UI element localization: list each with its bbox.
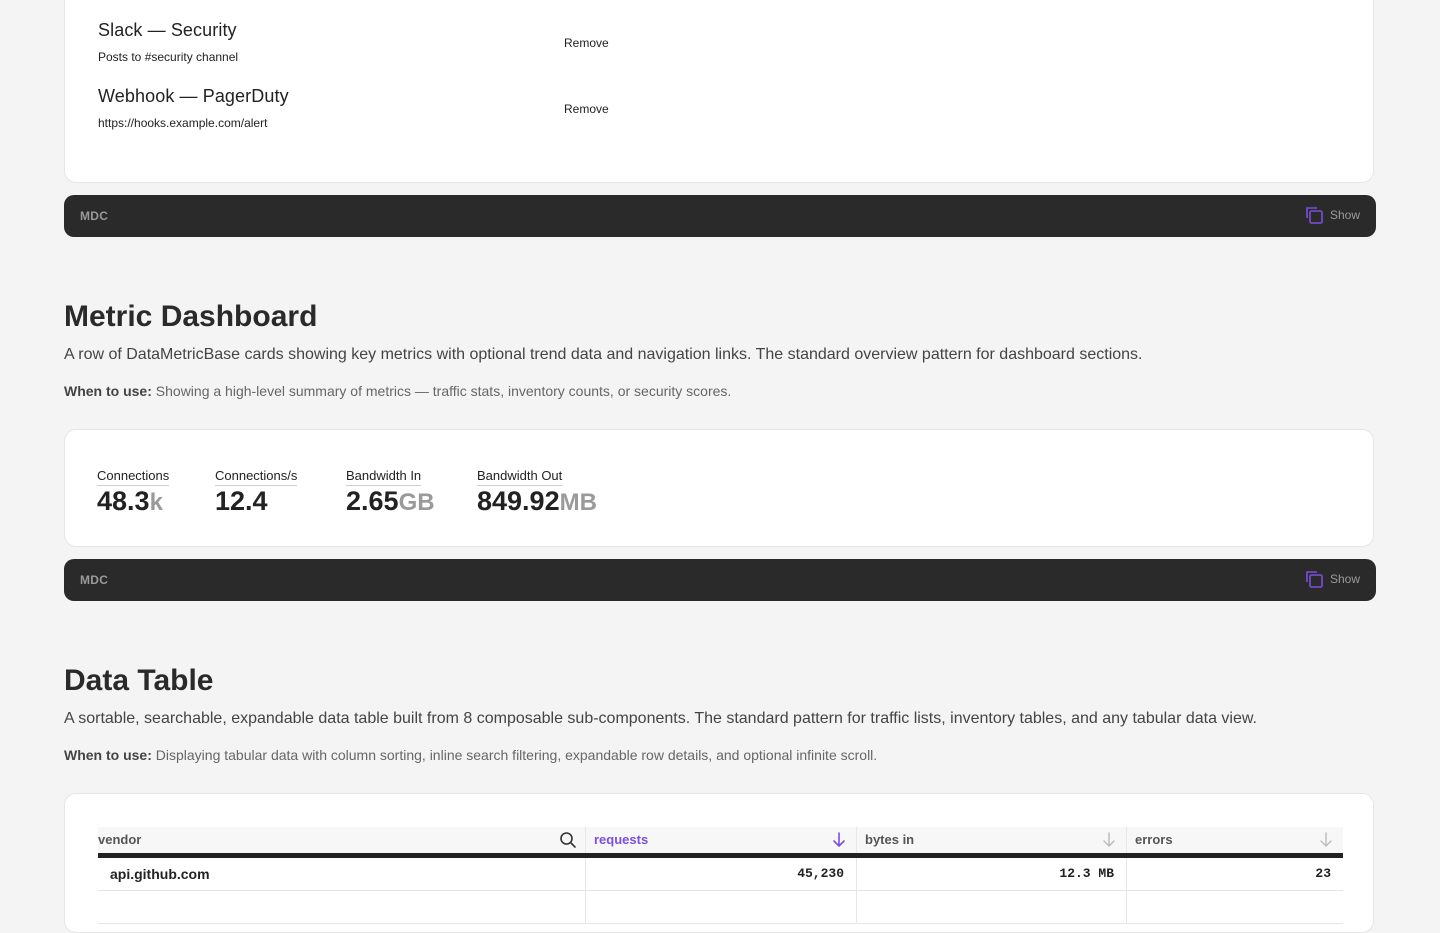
metric-unit: MB — [559, 489, 597, 516]
metric-label: Bandwidth Out — [477, 468, 562, 486]
mdc-code-bar — [64, 559, 1376, 601]
show-code-button[interactable] — [1304, 569, 1360, 589]
show-label: Show — [1329, 572, 1360, 586]
table-row[interactable] — [98, 891, 1343, 924]
data-table-card — [64, 793, 1374, 933]
mdc-label: MDC — [80, 209, 109, 223]
metric-number: 48.3 — [97, 486, 150, 516]
table-header — [98, 827, 1343, 858]
copy-icon — [1304, 205, 1324, 225]
search-icon[interactable] — [559, 831, 577, 849]
when-to-use — [64, 747, 877, 763]
cell-bytes-in: 12.3 MB — [856, 858, 1126, 890]
metric-value — [215, 486, 297, 518]
arrow-down-icon — [830, 831, 848, 849]
data-table — [98, 827, 1343, 924]
destination-title: Webhook — PagerDuty — [98, 86, 289, 106]
metric-connections-per-second[interactable] — [215, 467, 297, 518]
cell-vendor — [98, 891, 585, 923]
metric-label: Connections/s — [215, 468, 297, 486]
cell-requests — [585, 891, 856, 923]
destination-item — [98, 20, 238, 64]
arrow-down-icon — [1317, 831, 1335, 849]
metrics-card — [64, 429, 1374, 547]
metric-number: 2.65 — [346, 486, 399, 516]
column-header-requests[interactable] — [585, 827, 856, 853]
cell-requests: 45,230 — [585, 858, 856, 890]
metric-number: 849.92 — [477, 486, 560, 516]
section-description: A row of DataMetricBase cards showing key metrics with optional trend data and navigation links. The standard overview pattern for dashboard sections. — [64, 346, 1143, 363]
column-header-vendor[interactable] — [98, 827, 585, 853]
section-title: Data Table — [64, 664, 214, 697]
cell-vendor: api.github.com — [110, 866, 210, 882]
metric-unit: GB — [398, 489, 435, 516]
when-to-use-label: When to use: — [64, 383, 152, 399]
mdc-label: MDC — [80, 573, 109, 587]
when-to-use — [64, 383, 731, 399]
when-to-use-text: Displaying tabular data with column sorting, inline search filtering, expandable row details, and optional infinite scroll. — [151, 747, 878, 763]
arrow-down-icon — [1100, 831, 1118, 849]
when-to-use-text: Showing a high-level summary of metrics — traffic stats, inventory counts, or security scores. — [151, 383, 732, 399]
alert-destinations-card — [64, 0, 1374, 183]
column-label: errors — [1135, 832, 1173, 847]
remove-button[interactable]: Remove — [564, 102, 609, 116]
column-header-bytes-in[interactable] — [856, 827, 1126, 853]
metric-bandwidth-out[interactable] — [477, 467, 597, 518]
metric-value — [346, 486, 435, 518]
destination-title: Slack — Security — [98, 20, 237, 40]
copy-icon — [1304, 569, 1324, 589]
metric-value — [477, 486, 597, 518]
metric-connections[interactable] — [97, 467, 169, 518]
destination-subtitle: Posts to #security channel — [98, 50, 239, 64]
cell-errors: 23 — [1126, 858, 1343, 890]
metric-unit: k — [149, 489, 163, 516]
column-label: requests — [594, 832, 649, 847]
mdc-code-bar — [64, 195, 1376, 237]
cell-bytes-in — [856, 891, 1126, 923]
destination-item — [98, 86, 289, 130]
section-description: A sortable, searchable, expandable data table built from 8 composable sub-components. The standard pattern for traffic lists, inventory tables, and any tabular data view. — [64, 710, 1257, 727]
column-label: vendor — [98, 832, 142, 847]
show-code-button[interactable] — [1304, 205, 1360, 225]
when-to-use-label: When to use: — [64, 747, 152, 763]
table-row[interactable] — [98, 858, 1343, 891]
metric-value — [97, 486, 169, 518]
cell-errors — [1126, 891, 1343, 923]
metric-bandwidth-in[interactable] — [346, 467, 435, 518]
column-label: bytes in — [865, 832, 915, 847]
metric-number: 12.4 — [215, 486, 268, 516]
column-header-errors[interactable] — [1126, 827, 1343, 853]
destination-subtitle: https://hooks.example.com/alert — [98, 116, 268, 130]
metric-label: Connections — [97, 468, 169, 486]
show-label: Show — [1329, 208, 1360, 222]
metric-label: Bandwidth In — [346, 468, 421, 486]
section-title: Metric Dashboard — [64, 300, 318, 333]
remove-button[interactable]: Remove — [564, 36, 609, 50]
